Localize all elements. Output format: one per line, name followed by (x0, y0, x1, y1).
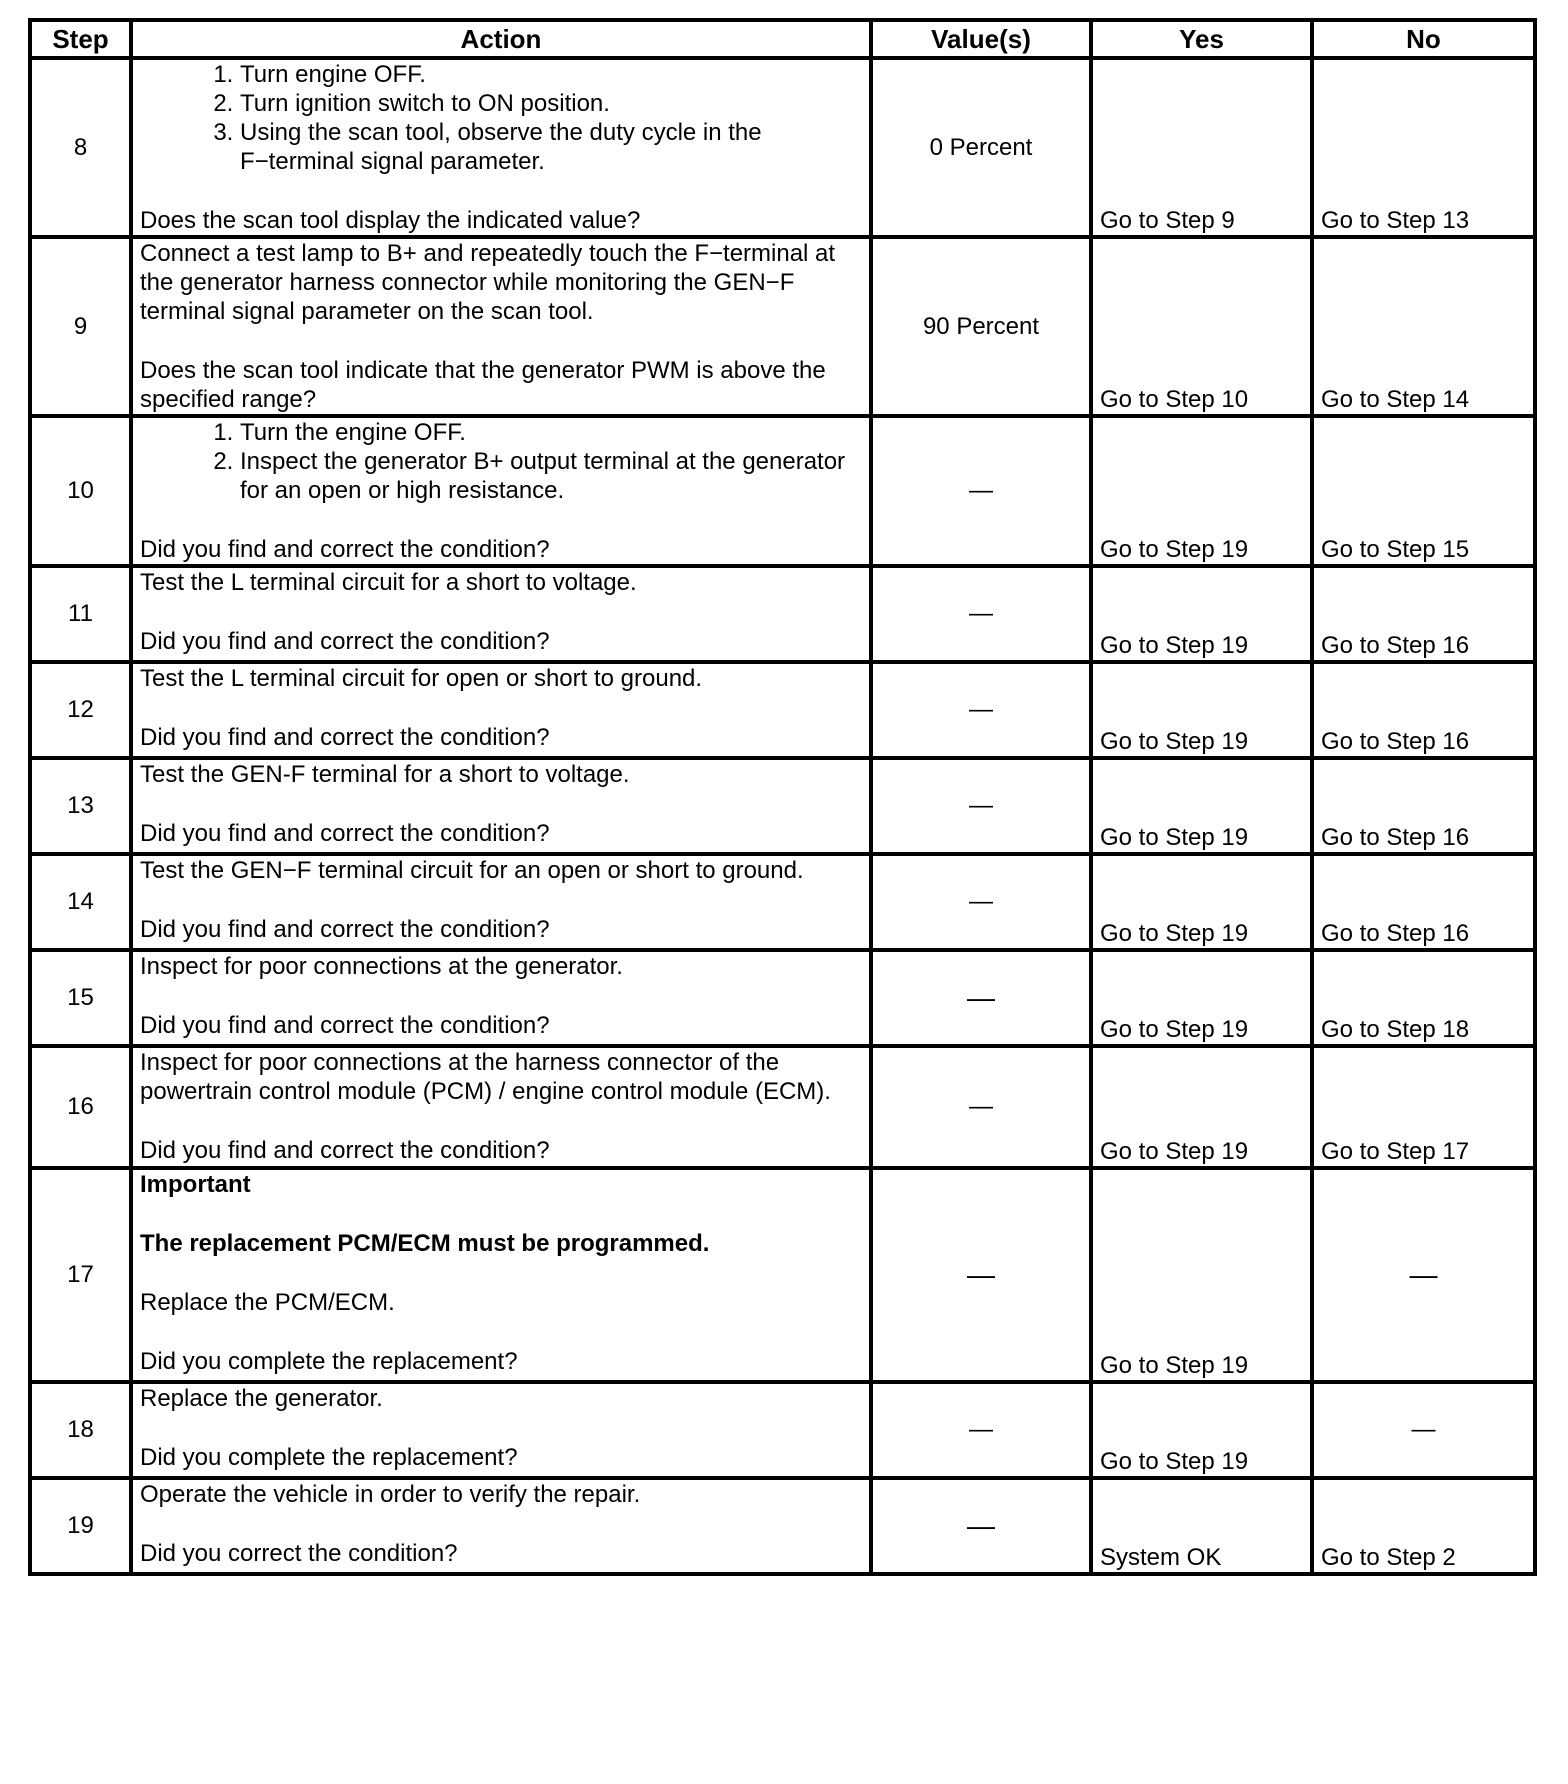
diagnostic-table (28, 18, 1537, 1576)
dash-mark: — (967, 1259, 995, 1290)
header-values: Value(s) (871, 20, 1091, 58)
action-cell (131, 1478, 871, 1574)
step-number: 8 (30, 58, 131, 237)
list-item: 1. Turn the engine OFF. (240, 418, 862, 447)
table-row-step-15 (30, 950, 1535, 1046)
action-text: Test the GEN-F terminal for a short to voltage. (140, 761, 630, 788)
yes-cell: Go to Step 19 (1091, 416, 1312, 566)
table-row-step-14 (30, 854, 1535, 950)
value-cell: — (871, 1046, 1091, 1168)
action-text: Operate the vehicle in order to verify the repair. (140, 1481, 641, 1508)
action-text: Replace the generator. (140, 1385, 383, 1412)
table-row-step-11 (30, 566, 1535, 662)
no-cell: Go to Step 18 (1312, 950, 1535, 1046)
action-cell (131, 58, 871, 237)
important-note: The replacement PCM/ECM must be programmed. (140, 1230, 710, 1257)
step-number: 17 (30, 1168, 131, 1382)
instruction-list (140, 418, 862, 505)
action-question: Did you find and correct the condition? (140, 916, 550, 943)
step-number: 19 (30, 1478, 131, 1574)
header-row (30, 20, 1535, 58)
action-cell (131, 237, 871, 416)
action-cell (131, 854, 871, 950)
value-cell: — (871, 854, 1091, 950)
value-cell: 90 Percent (871, 237, 1091, 416)
action-question: Did you complete the replacement? (140, 1348, 518, 1375)
action-text: Inspect for poor connections at the harness connector of the powertrain control module (PCM) / engine control module (ECM). (140, 1049, 831, 1105)
action-text: Test the GEN−F terminal circuit for an open or short to ground. (140, 857, 804, 884)
action-question: Does the scan tool display the indicated value? (140, 207, 641, 234)
header-no: No (1312, 20, 1535, 58)
yes-cell: Go to Step 19 (1091, 950, 1312, 1046)
action-question: Did you find and correct the condition? (140, 1012, 550, 1039)
action-question: Did you find and correct the condition? (140, 536, 550, 563)
action-question: Did you complete the replacement? (140, 1444, 518, 1471)
list-item: 1. Turn engine OFF. (240, 60, 862, 89)
step-number: 13 (30, 758, 131, 854)
table-row-step-18 (30, 1382, 1535, 1478)
yes-cell: Go to Step 10 (1091, 237, 1312, 416)
value-cell: — (871, 566, 1091, 662)
table-row-step-8 (30, 58, 1535, 237)
table-row-step-9 (30, 237, 1535, 416)
step-number: 11 (30, 566, 131, 662)
value-cell: — (871, 416, 1091, 566)
no-cell: Go to Step 17 (1312, 1046, 1535, 1168)
action-question: Did you find and correct the condition? (140, 820, 550, 847)
no-cell: Go to Step 15 (1312, 416, 1535, 566)
action-cell (131, 1382, 871, 1478)
value-cell (871, 1478, 1091, 1574)
action-text: Test the L terminal circuit for open or short to ground. (140, 665, 703, 692)
no-cell: Go to Step 16 (1312, 566, 1535, 662)
no-cell: Go to Step 16 (1312, 662, 1535, 758)
yes-cell: Go to Step 9 (1091, 58, 1312, 237)
list-item: 2. Inspect the generator B+ output terminal at the generator for an open or high resistance. (240, 447, 862, 505)
no-cell: Go to Step 2 (1312, 1478, 1535, 1574)
table-row-step-16 (30, 1046, 1535, 1168)
yes-cell: System OK (1091, 1478, 1312, 1574)
important-heading: Important (140, 1171, 251, 1198)
action-question: Did you correct the condition? (140, 1540, 458, 1567)
action-question: Did you find and correct the condition? (140, 1137, 550, 1164)
table-row-step-13 (30, 758, 1535, 854)
table-row-step-17 (30, 1168, 1535, 1382)
action-text: Connect a test lamp to B+ and repeatedly touch the F−terminal at the generator harness connector while monitoring the GEN−F terminal signal parameter on the scan tool. (140, 240, 836, 325)
dash-mark: — (967, 982, 995, 1013)
no-cell: Go to Step 16 (1312, 854, 1535, 950)
step-number: 10 (30, 416, 131, 566)
step-number: 15 (30, 950, 131, 1046)
table-row-step-12 (30, 662, 1535, 758)
value-cell: — (871, 758, 1091, 854)
instruction-list (140, 60, 862, 176)
header-yes: Yes (1091, 20, 1312, 58)
action-question: Did you find and correct the condition? (140, 628, 550, 655)
action-cell (131, 1168, 871, 1382)
yes-cell: Go to Step 19 (1091, 1168, 1312, 1382)
no-cell: — (1312, 1382, 1535, 1478)
list-item: 2. Turn ignition switch to ON position. (240, 89, 862, 118)
action-text: Inspect for poor connections at the generator. (140, 953, 623, 980)
yes-cell: Go to Step 19 (1091, 854, 1312, 950)
action-cell (131, 416, 871, 566)
yes-cell: Go to Step 19 (1091, 1046, 1312, 1168)
no-cell (1312, 1168, 1535, 1382)
action-text: Replace the PCM/ECM. (140, 1289, 395, 1316)
action-cell (131, 566, 871, 662)
value-cell: 0 Percent (871, 58, 1091, 237)
value-cell: — (871, 1382, 1091, 1478)
step-number: 9 (30, 237, 131, 416)
action-cell (131, 662, 871, 758)
value-cell (871, 950, 1091, 1046)
header-action: Action (131, 20, 871, 58)
dash-mark: — (967, 1510, 995, 1541)
yes-cell: Go to Step 19 (1091, 566, 1312, 662)
action-question: Does the scan tool indicate that the generator PWM is above the specified range? (140, 357, 826, 413)
step-number: 12 (30, 662, 131, 758)
action-cell (131, 758, 871, 854)
table-row-step-19 (30, 1478, 1535, 1574)
yes-cell: Go to Step 19 (1091, 662, 1312, 758)
no-cell: Go to Step 16 (1312, 758, 1535, 854)
action-cell (131, 1046, 871, 1168)
table-row-step-10 (30, 416, 1535, 566)
step-number: 16 (30, 1046, 131, 1168)
value-cell: — (871, 662, 1091, 758)
step-number: 14 (30, 854, 131, 950)
yes-cell: Go to Step 19 (1091, 1382, 1312, 1478)
header-step: Step (30, 20, 131, 58)
no-cell: Go to Step 14 (1312, 237, 1535, 416)
action-text: Test the L terminal circuit for a short to voltage. (140, 569, 637, 596)
dash-mark: — (1409, 1259, 1438, 1290)
no-cell: Go to Step 13 (1312, 58, 1535, 237)
yes-cell: Go to Step 19 (1091, 758, 1312, 854)
action-cell (131, 950, 871, 1046)
step-number: 18 (30, 1382, 131, 1478)
value-cell (871, 1168, 1091, 1382)
action-question: Did you find and correct the condition? (140, 724, 550, 751)
list-item: 3. Using the scan tool, observe the duty cycle in the F−terminal signal parameter. (240, 118, 862, 176)
